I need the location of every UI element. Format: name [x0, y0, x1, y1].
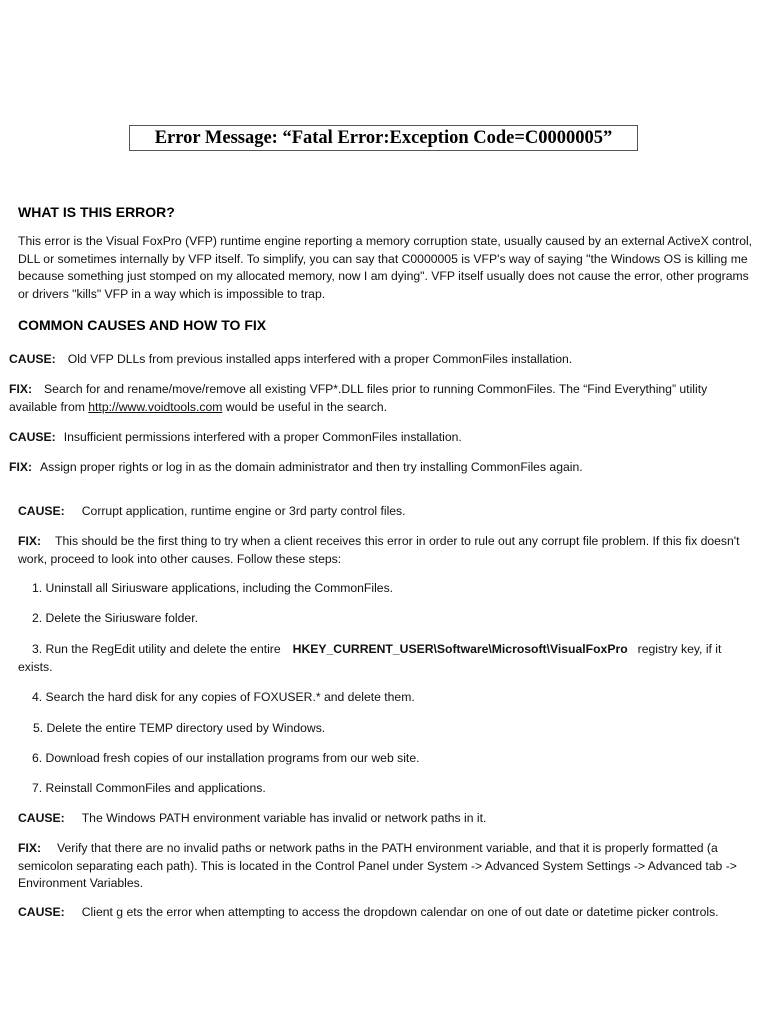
cause-3-text: Corrupt application, runtime engine or 3rd party control files. [81, 504, 406, 518]
cause-label: CAUSE: [9, 352, 56, 366]
cause-2-text: Insufficient permissions interfered with a proper CommonFiles installation. [63, 430, 462, 444]
step-2: 2. Delete the Siriusware folder. [32, 611, 198, 625]
cause-5-text: Client g ets the error when attempting to access the dropdown calendar on one of out date or datetime picker controls. [81, 905, 719, 919]
registry-key: HKEY_CURRENT_USER\Software\Microsoft\VisualFoxPro [292, 642, 628, 656]
error-description: This error is the Visual FoxPro (VFP) runtime engine reporting a memory corruption state, usually caused by an external ActiveX control, DLL or sometimes internally by VFP itself. To simplify, you can say that C0000005 is VFP's way of saying "the Windows OS is killing me because something just stomped on my allocated memory, now I am dying". VFP itself usually does not cause the error, other programs or drivers "kills" VFP in a way which is impossible to trap. [18, 234, 753, 301]
fix-2-text: Assign proper rights or log in as the domain administrator and then try installing CommonFiles again. [40, 460, 583, 474]
cause-1-text: Old VFP DLLs from previous installed apps interfered with a proper CommonFiles installation. [67, 352, 573, 366]
fix-1-text: Search for and rename/move/remove all existing VFP*.DLL files prior to running CommonFiles. The “Find Everything” utility available from [9, 382, 708, 414]
fix-label: FIX: [18, 841, 42, 855]
fix-3 [18, 533, 753, 568]
fix-1-text-end: would be useful in the search. [225, 399, 388, 414]
step-3-text: 3. Run the RegEdit utility and delete the entire [32, 642, 281, 656]
section-heading-causes: COMMON CAUSES AND HOW TO FIX [18, 317, 267, 333]
step-7: 7. Reinstall CommonFiles and applications. [32, 781, 266, 795]
cause-label: CAUSE: [9, 430, 56, 444]
fix-2 [9, 459, 583, 477]
voidtools-link[interactable]: http://www.voidtools.com [88, 399, 223, 414]
fix-label: FIX: [9, 382, 33, 396]
step-3 [18, 641, 756, 676]
fix-label: FIX: [9, 460, 33, 474]
cause-4-text: The Windows PATH environment variable has invalid or network paths in it. [81, 811, 487, 825]
document-title: Error Message: “Fatal Error:Exception Code=C0000005” [129, 125, 638, 151]
cause-2 [9, 429, 462, 447]
cause-label: CAUSE: [18, 504, 65, 518]
cause-1 [9, 351, 572, 369]
cause-5 [18, 904, 719, 922]
step-1: 1. Uninstall all Siriusware applications, including the CommonFiles. [32, 581, 394, 595]
fix-4 [18, 840, 756, 893]
step-6: 6. Download fresh copies of our installation programs from our web site. [32, 751, 420, 765]
fix-3-text: This should be the first thing to try when a client receives this error in order to rule out any corrupt file problem. If this fix doesn't work, proceed to look into other causes. Follow these steps: [18, 534, 740, 566]
section-heading-what-is-error: WHAT IS THIS ERROR? [18, 204, 175, 220]
cause-4 [18, 810, 486, 828]
cause-label: CAUSE: [18, 905, 65, 919]
step-4: 4. Search the hard disk for any copies of FOXUSER.* and delete them. [32, 690, 415, 704]
fix-label: FIX: [18, 534, 42, 548]
fix-4-text: Verify that there are no invalid paths or network paths in the PATH environment variable, and that it is properly formatted (a semicolon separating each path). This is located in the Control Panel under System -> Advanced System Settings -> Advanced tab -> Environment Variables. [18, 841, 737, 890]
fix-1 [9, 381, 754, 416]
cause-label: CAUSE: [18, 811, 65, 825]
cause-3 [18, 503, 406, 521]
step-5: 5. Delete the entire TEMP directory used by Windows. [33, 721, 326, 735]
step-3-text-end: registry key, if it exists. [18, 642, 722, 674]
